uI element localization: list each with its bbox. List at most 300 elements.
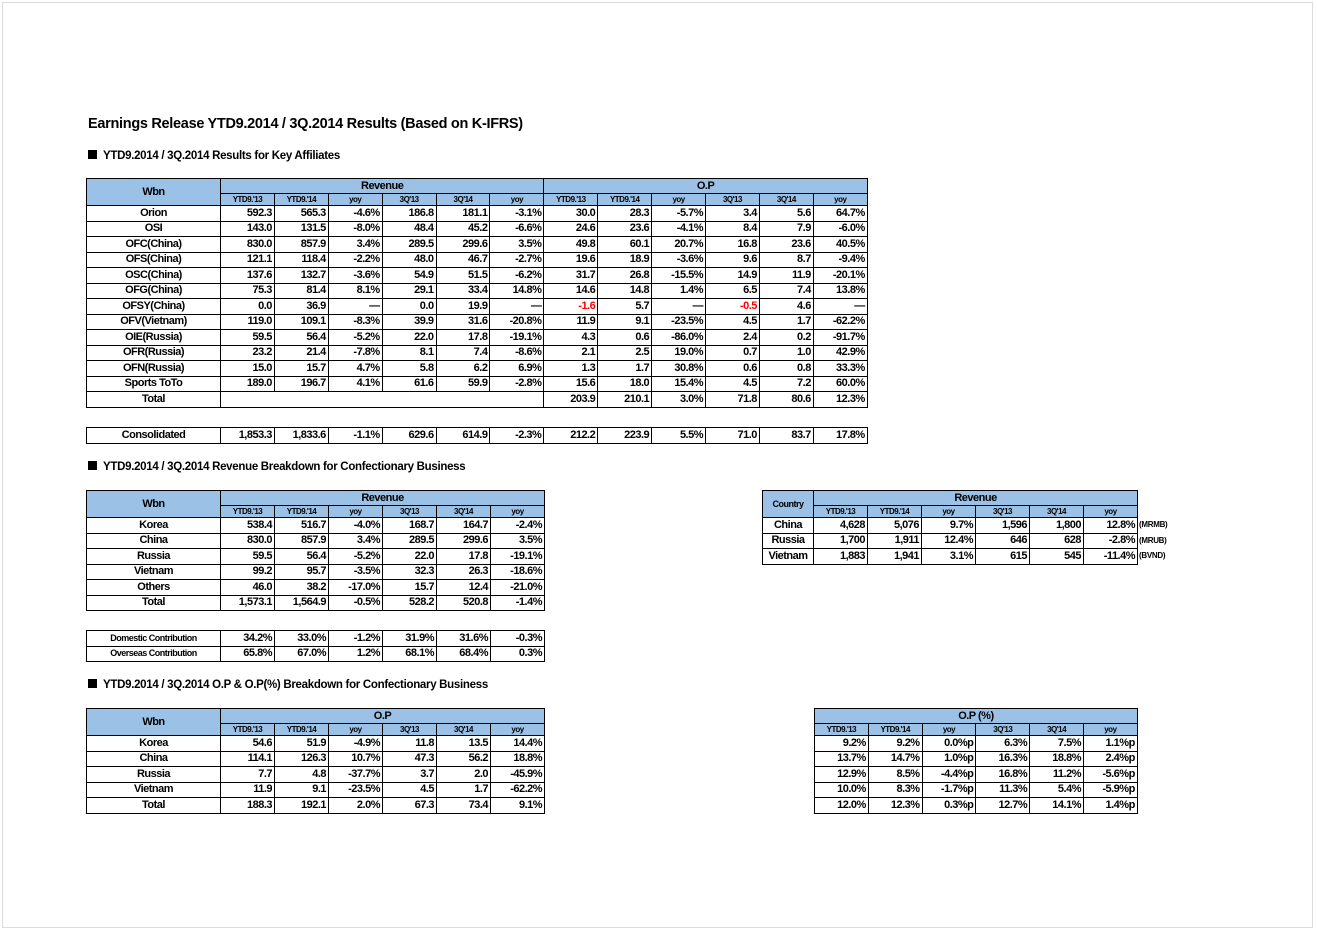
bullet-square-icon (88, 461, 97, 470)
table-cell: 2.0% (329, 798, 383, 814)
table-cell: 9.2% (868, 736, 922, 752)
col-subheader: YTD9.'14 (868, 724, 922, 736)
row-label: Vietnam (87, 564, 221, 580)
table-cell: 11.9 (544, 314, 598, 330)
table-cell: -23.5% (329, 782, 383, 798)
table-cell: 8.1 (382, 345, 436, 361)
table-cell: 68.1% (383, 646, 437, 662)
row-label: China (763, 518, 814, 534)
table-cell: 196.7 (274, 376, 328, 392)
table-cell: 3.4 (706, 206, 760, 222)
table-cell: 9.1% (491, 798, 545, 814)
table-cell: 5.4% (1030, 782, 1084, 798)
table-cell: 51.5 (436, 268, 490, 284)
table-cell: -5.2% (329, 549, 383, 565)
table-cell: -19.1% (490, 330, 544, 346)
row-label: OSC(China) (87, 268, 221, 284)
table-cell: 16.8% (976, 767, 1030, 783)
table-cell: 168.7 (383, 518, 437, 534)
table-cell: 48.4 (382, 221, 436, 237)
table-cell: 60.1 (598, 237, 652, 253)
table-cell: 22.0 (383, 549, 437, 565)
table-cell: 0.6 (598, 330, 652, 346)
table-cell: 0.0 (221, 299, 275, 315)
table-cell: 528.2 (383, 595, 437, 611)
table-cell: 4.5 (706, 314, 760, 330)
col-subheader: 3Q'14 (437, 724, 491, 736)
op-breakdown-table (86, 708, 545, 814)
table-cell: 119.0 (221, 314, 275, 330)
table-cell: -5.9%p (1083, 782, 1137, 798)
table-cell: 11.2% (1030, 767, 1084, 783)
table-cell: 46.7 (436, 252, 490, 268)
table-cell: — (328, 299, 382, 315)
table-cell: 192.1 (275, 798, 329, 814)
col-subheader: 3Q'14 (1030, 506, 1084, 518)
currency-unit-label: (BVND) (1139, 551, 1166, 560)
col-subheader: YTD9.'14 (868, 506, 922, 518)
col-subheader: YTD9.'13 (815, 724, 869, 736)
row-label: Total (87, 798, 221, 814)
col-header-revenue: Revenue (221, 491, 545, 506)
table-cell: 14.6 (544, 283, 598, 299)
row-label: Russia (87, 549, 221, 565)
table-cell: 131.5 (274, 221, 328, 237)
table-cell: 51.9 (275, 736, 329, 752)
col-subheader: yoy (328, 194, 382, 206)
table-row (87, 631, 545, 647)
table-cell: 2.4%p (1083, 751, 1137, 767)
table-cell: 1.4%p (1083, 798, 1137, 814)
table-cell: -17.0% (329, 580, 383, 596)
table-cell: -1.2% (329, 631, 383, 647)
table-cell: -2.3% (490, 428, 544, 444)
col-header-wbn: Wbn (87, 491, 221, 518)
table-cell: 1.7 (437, 782, 491, 798)
table-cell: 8.3% (868, 782, 922, 798)
table-cell: 56.4 (274, 330, 328, 346)
table-cell: 80.6 (759, 392, 813, 408)
table-cell: 11.8 (383, 736, 437, 752)
table-cell: 299.6 (436, 237, 490, 253)
table-row (763, 549, 1138, 565)
table-cell: 30.8% (652, 361, 706, 377)
table-cell: 12.3% (813, 392, 867, 408)
table-cell: 4.1% (328, 376, 382, 392)
table-cell: -6.2% (490, 268, 544, 284)
table-cell: 19.0% (652, 345, 706, 361)
table-row (815, 736, 1138, 752)
table-cell: 2.0 (437, 767, 491, 783)
table-cell: 23.6 (598, 221, 652, 237)
table-cell: — (813, 299, 867, 315)
table-cell: 23.6 (759, 237, 813, 253)
table-cell: -15.5% (652, 268, 706, 284)
table-cell: 5.5% (652, 428, 706, 444)
table-cell: -0.5 (706, 299, 760, 315)
table-cell: 12.3% (868, 798, 922, 814)
table-cell: 186.8 (382, 206, 436, 222)
table-cell: 26.3 (437, 564, 491, 580)
table-cell: 6.9% (490, 361, 544, 377)
table-cell: 48.0 (382, 252, 436, 268)
col-header-op-pct: O.P (%) (815, 709, 1138, 724)
table-cell: 5.7 (598, 299, 652, 315)
table-cell: 189.0 (221, 376, 275, 392)
table-row (87, 767, 545, 783)
table-cell: 2.5 (598, 345, 652, 361)
table-cell: -4.6% (328, 206, 382, 222)
table-cell: 8.5% (868, 767, 922, 783)
table-cell: 61.6 (382, 376, 436, 392)
table-cell: 4.5 (706, 376, 760, 392)
table-cell: 12.9% (815, 767, 869, 783)
table-row (815, 782, 1138, 798)
section-heading-affiliates: YTD9.2014 / 3Q.2014 Results for Key Affiliates (88, 150, 340, 162)
table-row (87, 330, 868, 346)
table-cell: 520.8 (437, 595, 491, 611)
col-subheader: yoy (922, 506, 976, 518)
table-cell: 830.0 (221, 237, 275, 253)
table-cell: 1.7 (759, 314, 813, 330)
table-cell: 60.0% (813, 376, 867, 392)
table-cell: 59.5 (221, 549, 275, 565)
table-cell: 118.4 (274, 252, 328, 268)
col-subheader: yoy (922, 724, 976, 736)
table-cell: 545 (1030, 549, 1084, 565)
col-subheader: yoy (652, 194, 706, 206)
empty-cell (221, 392, 544, 408)
table-cell: -45.9% (491, 767, 545, 783)
col-subheader: YTD9.'13 (544, 194, 598, 206)
table-cell: 1.2% (329, 646, 383, 662)
table-cell: -2.8% (490, 376, 544, 392)
table-cell: -20.1% (813, 268, 867, 284)
col-subheader: 3Q'14 (436, 194, 490, 206)
table-cell: 299.6 (437, 533, 491, 549)
table-cell: 32.3 (383, 564, 437, 580)
row-label: China (87, 533, 221, 549)
table-cell: 64.7% (813, 206, 867, 222)
total-row (87, 392, 868, 408)
table-cell: -9.4% (813, 252, 867, 268)
row-label: Vietnam (87, 782, 221, 798)
table-cell: — (652, 299, 706, 315)
table-row (763, 533, 1138, 549)
col-subheader: yoy (491, 724, 545, 736)
table-cell: 83.7 (759, 428, 813, 444)
table-row (87, 533, 545, 549)
table-cell: -3.6% (652, 252, 706, 268)
table-row (87, 268, 868, 284)
table-cell: 67.3 (383, 798, 437, 814)
table-cell: 3.0% (652, 392, 706, 408)
table-cell: 4.3 (544, 330, 598, 346)
row-label: Sports ToTo (87, 376, 221, 392)
table-cell: 8.4 (706, 221, 760, 237)
table-row (87, 736, 545, 752)
table-cell: 75.3 (221, 283, 275, 299)
table-cell: 11.9 (221, 782, 275, 798)
table-cell: -1.1% (328, 428, 382, 444)
row-label: OFN(Russia) (87, 361, 221, 377)
row-label: OFSY(China) (87, 299, 221, 315)
table-cell: 13.7% (815, 751, 869, 767)
table-cell: 132.7 (274, 268, 328, 284)
col-subheader: 3Q'13 (382, 194, 436, 206)
table-cell: 1.4% (652, 283, 706, 299)
table-cell: 17.8% (813, 428, 867, 444)
row-label: Total (87, 392, 221, 408)
table-cell: 203.9 (544, 392, 598, 408)
table-cell: 0.8 (759, 361, 813, 377)
table-cell: 5,076 (868, 518, 922, 534)
table-cell: -4.4%p (922, 767, 976, 783)
table-cell: 8.1% (328, 283, 382, 299)
table-cell: 1,564.9 (275, 595, 329, 611)
revenue-breakdown-table (86, 490, 545, 611)
table-cell: 7.9 (759, 221, 813, 237)
table-cell: 99.2 (221, 564, 275, 580)
table-cell: 18.8% (491, 751, 545, 767)
col-subheader: 3Q'14 (759, 194, 813, 206)
col-header-country: Country (763, 491, 814, 518)
table-cell: 857.9 (274, 237, 328, 253)
table-cell: 212.2 (544, 428, 598, 444)
table-cell: -21.0% (491, 580, 545, 596)
table-cell: 7.4 (436, 345, 490, 361)
table-cell: 14.9 (706, 268, 760, 284)
table-cell: 42.9% (813, 345, 867, 361)
table-cell: 7.7 (221, 767, 275, 783)
table-cell: 3.4% (328, 237, 382, 253)
table-cell: 143.0 (221, 221, 275, 237)
table-cell: -4.9% (329, 736, 383, 752)
table-cell: 59.9 (436, 376, 490, 392)
table-cell: -1.7%p (922, 782, 976, 798)
table-cell: 14.8% (490, 283, 544, 299)
table-cell: 9.7% (922, 518, 976, 534)
col-header-revenue: Revenue (814, 491, 1138, 506)
table-cell: 1,883 (814, 549, 868, 565)
table-cell: 2.1 (544, 345, 598, 361)
table-cell: 71.0 (706, 428, 760, 444)
table-cell: 21.4 (274, 345, 328, 361)
table-cell: -91.7% (813, 330, 867, 346)
table-cell: 24.6 (544, 221, 598, 237)
table-cell: 1,596 (976, 518, 1030, 534)
table-cell: 17.8 (437, 549, 491, 565)
table-cell: 0.3% (491, 646, 545, 662)
table-cell: 628 (1030, 533, 1084, 549)
table-cell: 31.7 (544, 268, 598, 284)
table-cell: 14.8 (598, 283, 652, 299)
row-label: OFV(Vietnam) (87, 314, 221, 330)
local-currency-revenue-table (762, 490, 1138, 565)
table-cell: 1.1%p (1083, 736, 1137, 752)
table-cell: 15.6 (544, 376, 598, 392)
table-cell: 188.3 (221, 798, 275, 814)
row-label: Korea (87, 736, 221, 752)
table-cell: 5.6 (759, 206, 813, 222)
table-cell: 3.1% (922, 549, 976, 565)
table-cell: 3.4% (329, 533, 383, 549)
table-row (87, 549, 545, 565)
table-cell: 121.1 (221, 252, 275, 268)
table-cell: 1.7 (598, 361, 652, 377)
table-cell: 1.0 (759, 345, 813, 361)
table-cell: -1.4% (491, 595, 545, 611)
col-subheader: YTD9.'14 (275, 506, 329, 518)
col-subheader: 3Q'14 (1030, 724, 1084, 736)
table-cell: 46.0 (221, 580, 275, 596)
table-cell: 23.2 (221, 345, 275, 361)
table-cell: 0.0 (382, 299, 436, 315)
table-cell: 137.6 (221, 268, 275, 284)
table-cell: 12.4% (922, 533, 976, 549)
row-label: OFG(China) (87, 283, 221, 299)
row-label: Domestic Contribution (87, 631, 221, 647)
table-cell: -8.3% (328, 314, 382, 330)
table-cell: 164.7 (437, 518, 491, 534)
table-cell: 1,573.1 (221, 595, 275, 611)
row-label: Russia (763, 533, 814, 549)
table-cell: -3.1% (490, 206, 544, 222)
table-row (87, 252, 868, 268)
table-cell: 6.3% (976, 736, 1030, 752)
col-subheader: YTD9.'14 (275, 724, 329, 736)
table-cell: 646 (976, 533, 1030, 549)
table-cell: 615 (976, 549, 1030, 565)
table-cell: 18.8% (1030, 751, 1084, 767)
table-row (87, 751, 545, 767)
table-cell: 29.1 (382, 283, 436, 299)
col-subheader: 3Q'13 (976, 724, 1030, 736)
table-cell: 28.3 (598, 206, 652, 222)
table-cell: 614.9 (436, 428, 490, 444)
table-cell: 1,911 (868, 533, 922, 549)
table-cell: 65.8% (221, 646, 275, 662)
col-subheader: yoy (490, 194, 544, 206)
table-cell: -5.6%p (1083, 767, 1137, 783)
bullet-square-icon (88, 150, 97, 159)
table-cell: 5.8 (382, 361, 436, 377)
table-cell: 18.9 (598, 252, 652, 268)
currency-unit-label: (MRMB) (1139, 520, 1168, 529)
table-cell: 20.7% (652, 237, 706, 253)
table-row (87, 782, 545, 798)
table-cell: 95.7 (275, 564, 329, 580)
table-cell: 289.5 (382, 237, 436, 253)
table-cell: 49.8 (544, 237, 598, 253)
table-cell: -2.8% (1084, 533, 1138, 549)
col-subheader: yoy (329, 506, 383, 518)
table-row (87, 283, 868, 299)
table-cell: -8.0% (328, 221, 382, 237)
table-cell: 34.2% (221, 631, 275, 647)
table-row (87, 221, 868, 237)
table-cell: 26.8 (598, 268, 652, 284)
table-cell: 56.2 (437, 751, 491, 767)
table-cell: 1,941 (868, 549, 922, 565)
row-label: Russia (87, 767, 221, 783)
table-cell: -6.0% (813, 221, 867, 237)
table-cell: -5.7% (652, 206, 706, 222)
col-header-op: O.P (221, 709, 545, 724)
consolidated-table (86, 427, 868, 444)
table-cell: 30.0 (544, 206, 598, 222)
table-cell: 67.0% (275, 646, 329, 662)
table-cell: 10.7% (329, 751, 383, 767)
table-cell: 857.9 (275, 533, 329, 549)
table-cell: 4.5 (383, 782, 437, 798)
total-row (815, 798, 1138, 814)
row-label: OFS(China) (87, 252, 221, 268)
col-subheader: YTD9.'14 (598, 194, 652, 206)
table-cell: 0.3%p (922, 798, 976, 814)
table-cell: 3.5% (490, 237, 544, 253)
table-cell: 31.6 (436, 314, 490, 330)
table-cell: — (490, 299, 544, 315)
table-row (87, 428, 868, 444)
table-cell: -11.4% (1084, 549, 1138, 565)
table-row (87, 376, 868, 392)
table-cell: 39.9 (382, 314, 436, 330)
table-cell: 22.0 (382, 330, 436, 346)
table-cell: -5.2% (328, 330, 382, 346)
table-row (87, 299, 868, 315)
table-cell: 15.7 (383, 580, 437, 596)
table-cell: -6.6% (490, 221, 544, 237)
table-cell: 6.2 (436, 361, 490, 377)
table-row (815, 767, 1138, 783)
col-subheader: YTD9.'13 (221, 194, 275, 206)
col-subheader: yoy (491, 506, 545, 518)
table-cell: 81.4 (274, 283, 328, 299)
table-cell: -62.2% (491, 782, 545, 798)
table-cell: 4,628 (814, 518, 868, 534)
table-cell: 629.6 (382, 428, 436, 444)
table-cell: -7.8% (328, 345, 382, 361)
table-cell: 13.8% (813, 283, 867, 299)
currency-unit-label: (MRUB) (1139, 536, 1167, 545)
col-header-op: O.P (544, 179, 867, 194)
total-row (87, 798, 545, 814)
row-label: Consolidated (87, 428, 221, 444)
table-cell: 11.3% (976, 782, 1030, 798)
table-cell: 0.7 (706, 345, 760, 361)
table-cell: 0.2 (759, 330, 813, 346)
row-label: OFR(Russia) (87, 345, 221, 361)
table-cell: 1,833.6 (274, 428, 328, 444)
table-cell: 40.5% (813, 237, 867, 253)
table-cell: 1,800 (1030, 518, 1084, 534)
table-cell: 7.2 (759, 376, 813, 392)
table-cell: 56.4 (275, 549, 329, 565)
table-row (87, 314, 868, 330)
table-cell: -18.6% (491, 564, 545, 580)
table-cell: -1.6 (544, 299, 598, 315)
table-cell: 0.6 (706, 361, 760, 377)
table-cell: 3.5% (491, 533, 545, 549)
table-cell: 36.9 (274, 299, 328, 315)
table-cell: 9.2% (815, 736, 869, 752)
table-cell: 2.4 (706, 330, 760, 346)
table-cell: -4.1% (652, 221, 706, 237)
table-cell: 13.5 (437, 736, 491, 752)
table-cell: 4.7% (328, 361, 382, 377)
table-cell: -19.1% (491, 549, 545, 565)
